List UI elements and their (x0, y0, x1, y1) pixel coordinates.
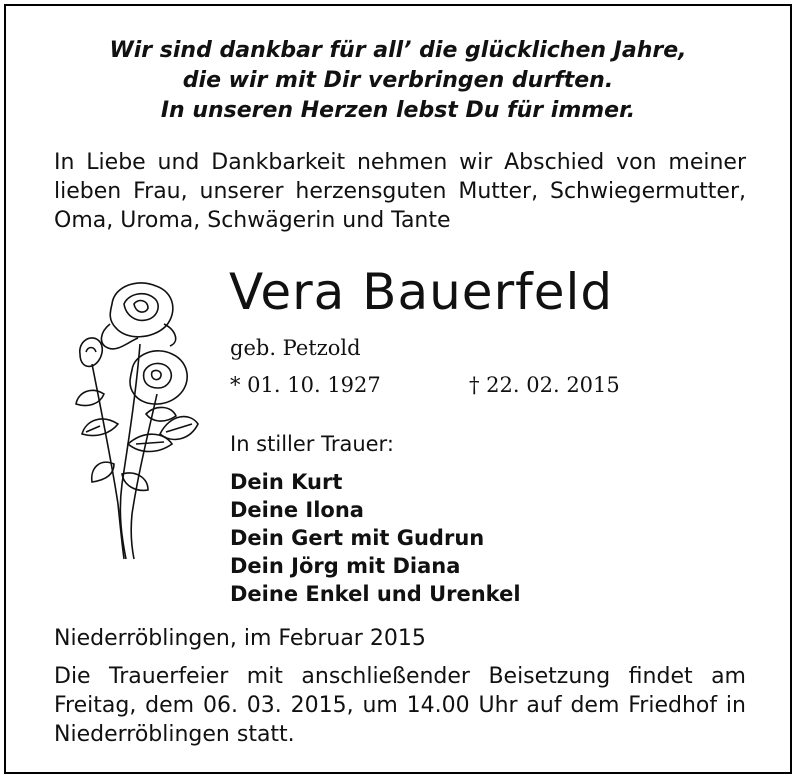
mourning-label: In stiller Trauer: (230, 432, 394, 456)
intro-text: In Liebe und Dankbarkeit nehmen wir Abschied von meiner lieben Frau, unserer herzensguten Mutter, Schwiegermutter, Oma, Uroma, Schwägerin und Tante (54, 150, 746, 233)
place-date: Niederröblingen, im Februar 2015 (54, 626, 426, 651)
motto-line-2: die wir mit Dir verbringen durften. (182, 68, 614, 93)
motto (6, 36, 790, 126)
death-date: † 22. 02. 2015 (469, 373, 620, 397)
birth-date: * 01. 10. 1927 (230, 373, 381, 397)
motto-line-1: Wir sind dankbar für all’ die glücklichen Jahre, (109, 38, 687, 63)
mourners-list (230, 468, 521, 608)
mourner: Dein Gert mit Gudrun (230, 526, 485, 550)
deceased-name: Vera Bauerfeld (229, 263, 614, 321)
motto-line-3: In unseren Herzen lebst Du für immer. (160, 98, 636, 123)
mourner: Dein Jörg mit Diana (230, 554, 461, 578)
mourner: Deine Ilona (230, 498, 364, 522)
mourner: Dein Kurt (230, 470, 343, 494)
roses-icon (52, 274, 202, 564)
funeral-notice: Die Trauerfeier mit anschließender Beisetzung findet am Freitag, dem 06. 03. 2015, um 14.00 Uhr auf dem Friedhof in Niederröblingen statt. (54, 664, 746, 747)
obituary-notice (4, 4, 792, 774)
maiden-name: geb. Petzold (230, 336, 361, 360)
mourner: Deine Enkel und Urenkel (230, 582, 521, 606)
